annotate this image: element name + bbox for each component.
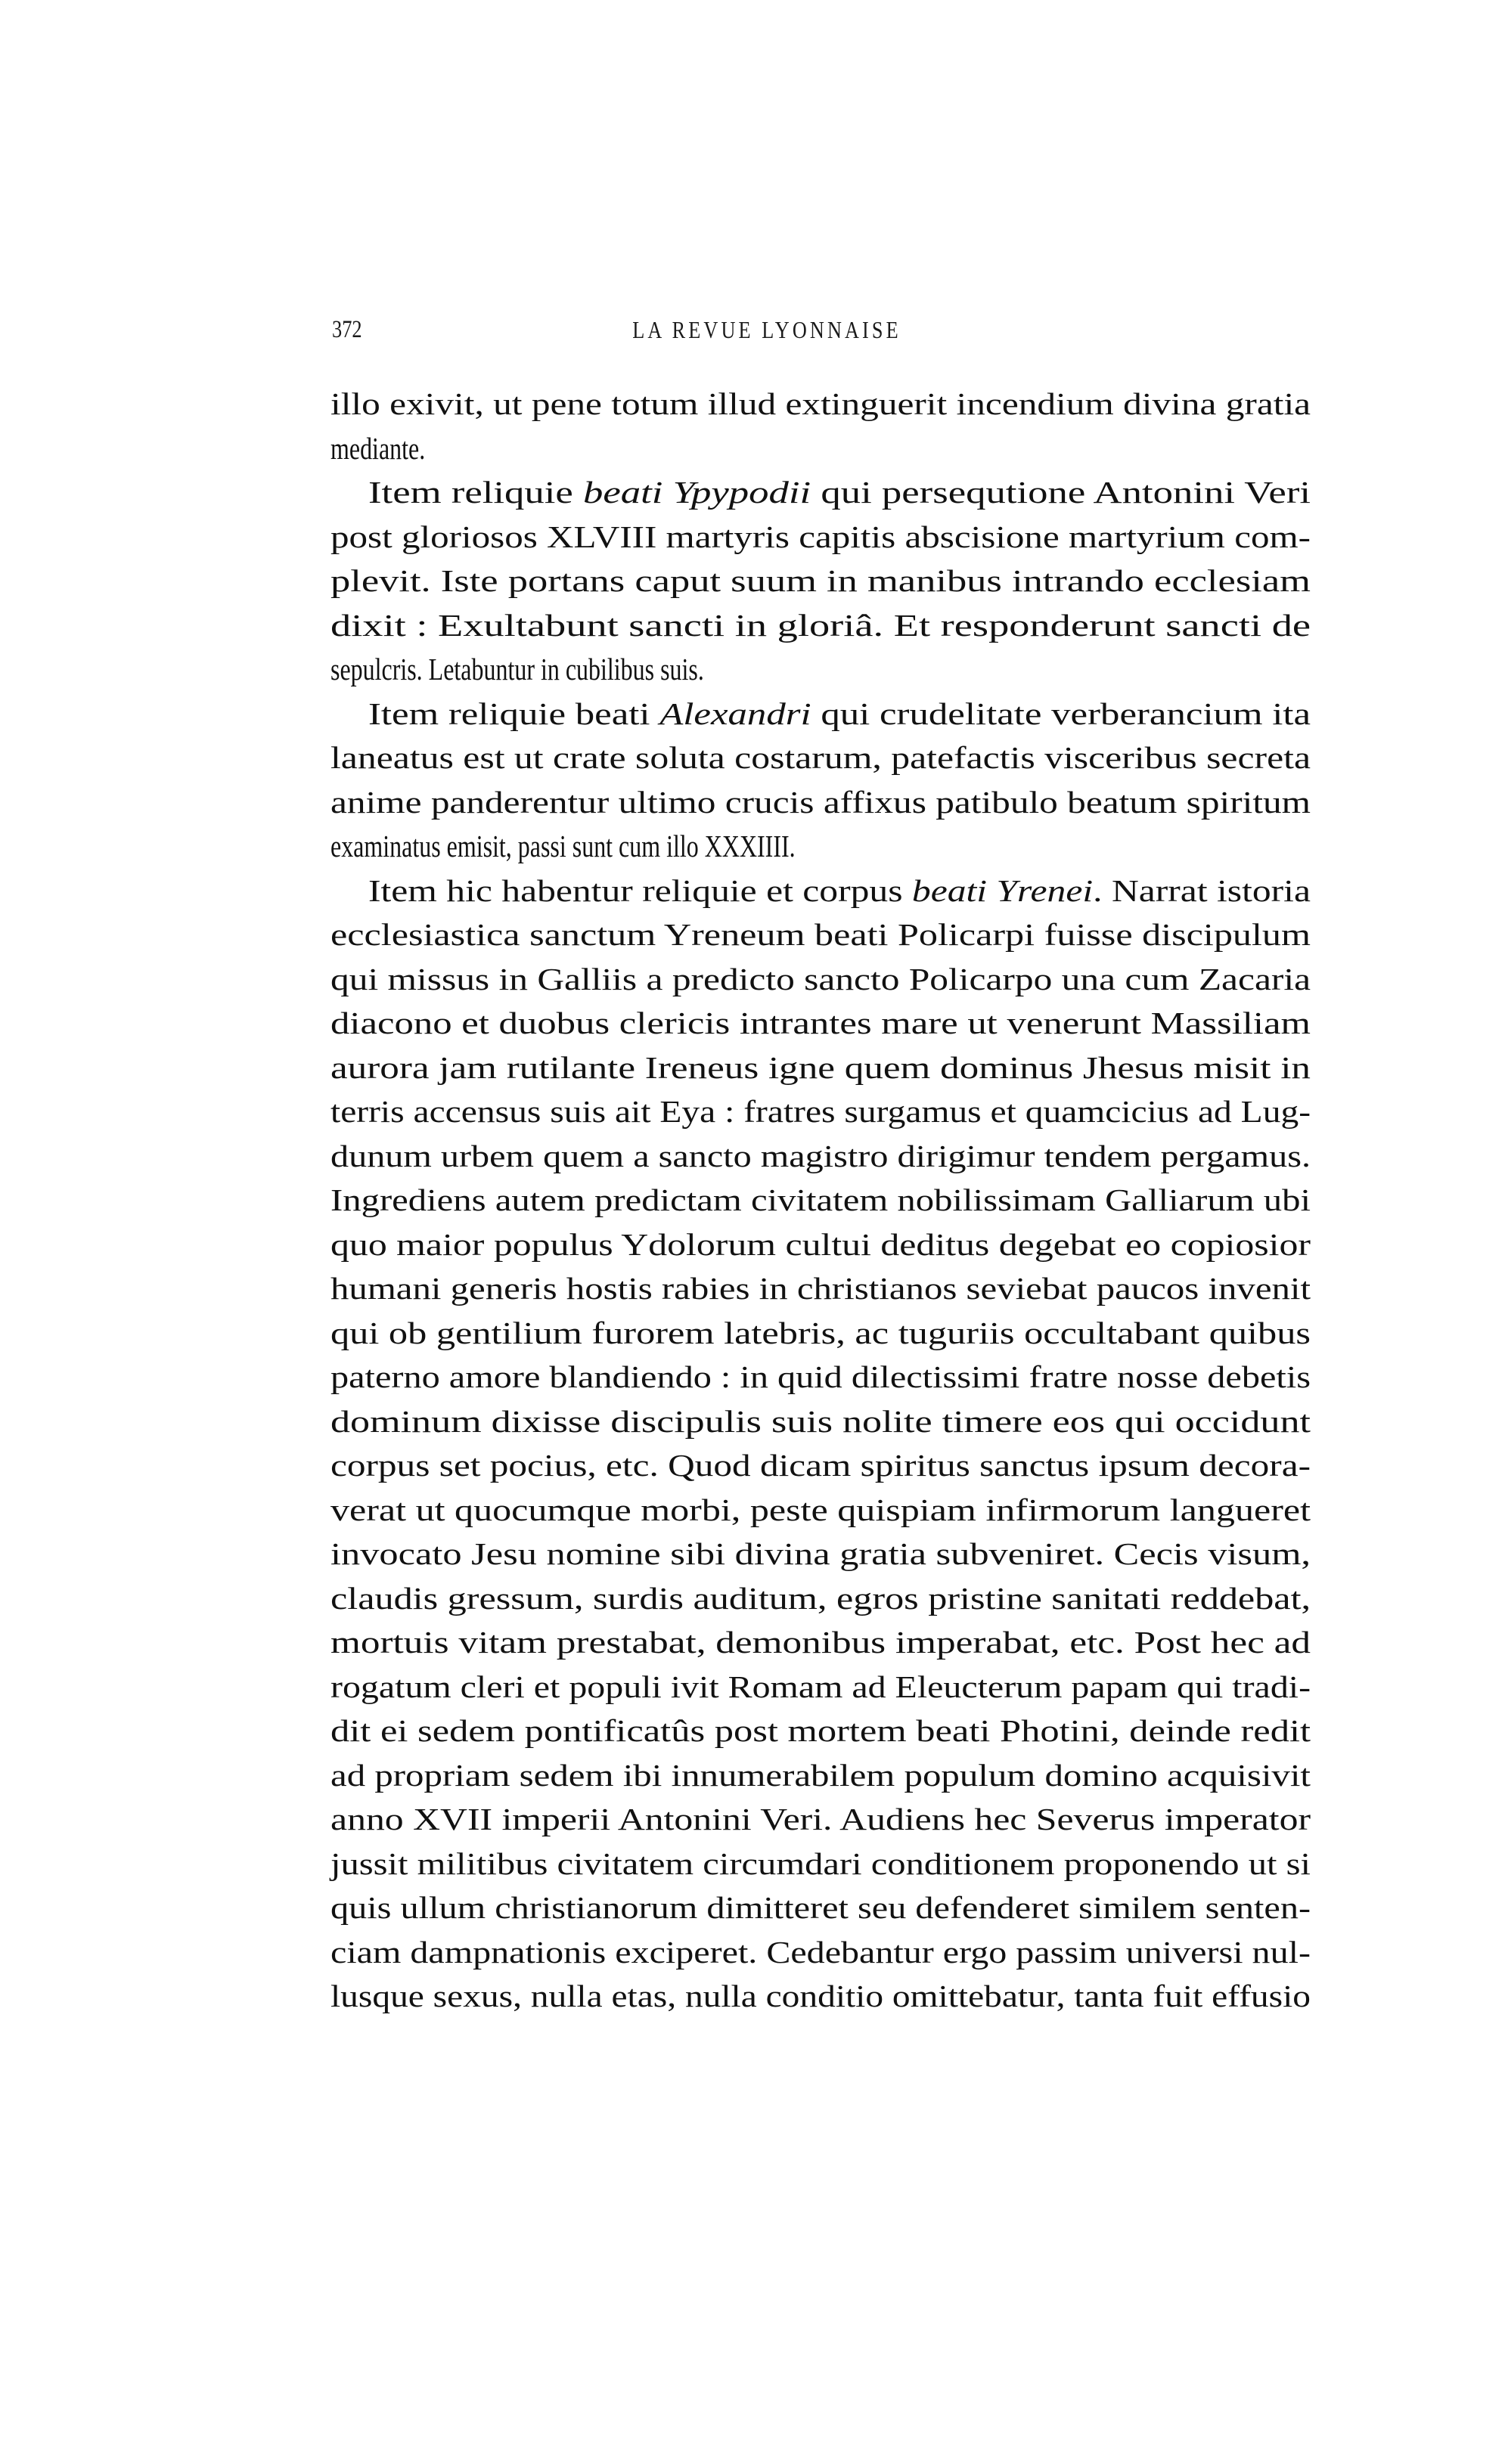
text-line-content: invocato Jesu nomine sibi divina gratia subveniret. Cecis visum, bbox=[330, 1536, 1311, 1571]
text-line bbox=[330, 1399, 1311, 1444]
text-line-content: qui ob gentilium furorem latebris, ac tuguriis occultabant quibus bbox=[330, 1315, 1311, 1350]
text-line-content: laneatus est ut crate soluta costarum, patefactis visceribus secreta bbox=[330, 740, 1311, 775]
text-line bbox=[330, 1443, 1311, 1488]
text-line bbox=[330, 1576, 1311, 1621]
italic-name: beati Yrenei bbox=[911, 872, 1094, 908]
text-line bbox=[330, 780, 1311, 825]
page-number: 372 bbox=[332, 316, 362, 343]
text-line-content: corpus set pocius, etc. Quod dicam spiritus sanctus ipsum decora- bbox=[330, 1448, 1311, 1483]
text-line-content: claudis gressum, surdis auditum, egros pristine sanitati reddebat, bbox=[330, 1580, 1311, 1616]
text-line bbox=[330, 1488, 1311, 1533]
text-line-content: jussit militibus civitatem circumdari conditionem proponendo ut si bbox=[330, 1846, 1311, 1881]
text-line-content: terris accensus suis ait Eya : fratres surgamus et quamcicius ad Lug- bbox=[330, 1094, 1311, 1129]
text-line bbox=[330, 470, 1311, 515]
text-line-content: humani generis hostis rabies in christianos seviebat paucos invenit bbox=[330, 1271, 1311, 1306]
text-line-content: qui missus in Galliis a predicto sancto Policarpo una cum Zacaria bbox=[330, 961, 1311, 996]
text-line-content: dixit : Exultabunt sancti in gloriâ. Et responderunt sancti de bbox=[330, 607, 1311, 643]
text-run: Item reliquie beati bbox=[368, 696, 660, 731]
text-line bbox=[330, 1753, 1311, 1798]
text-line-content: lusque sexus, nulla etas, nulla conditio omittebatur, tanta fuit effusio bbox=[330, 1979, 1311, 2013]
text-line-content: verat ut quocumque morbi, peste quispiam infirmorum langueret bbox=[330, 1492, 1311, 1527]
text-line-content: examinatus emisit, passi sunt cum illo XXXIIII. bbox=[330, 829, 796, 863]
text-line-content: dit ei sedem pontificatûs post mortem beati Photini, deinde redit bbox=[330, 1713, 1311, 1748]
text-line bbox=[330, 382, 1311, 426]
text-line bbox=[330, 1311, 1311, 1356]
text-line-content: plevit. Iste portans caput suum in manibus intrando ecclesiam bbox=[330, 563, 1311, 598]
text-run: qui persequtione Antonini Veri bbox=[811, 475, 1311, 510]
text-line-content: anime panderentur ultimo crucis affixus patibulo beatum spiritum bbox=[330, 784, 1311, 820]
text-line bbox=[330, 426, 1311, 471]
text-line bbox=[330, 957, 1311, 1002]
text-line bbox=[330, 692, 1311, 736]
italic-name: Alexandri bbox=[659, 696, 811, 731]
text-line-content: post gloriosos XLVIII martyris capitis abscisione martyrium com- bbox=[330, 519, 1311, 554]
text-line bbox=[330, 1886, 1311, 1930]
text-line-content: diacono et duobus clericis intrantes mare ut venerunt Massiliam bbox=[330, 1006, 1311, 1040]
text-line-content: dominum dixisse discipulis suis nolite timere eos qui occidunt bbox=[330, 1403, 1311, 1439]
text-line bbox=[330, 1089, 1311, 1134]
text-line bbox=[330, 1974, 1311, 2019]
text-line bbox=[330, 1665, 1311, 1709]
body-text bbox=[330, 382, 1311, 2019]
text-run: Item reliquie bbox=[368, 475, 583, 510]
text-line bbox=[330, 1532, 1311, 1576]
text-line bbox=[330, 1266, 1311, 1311]
text-line bbox=[330, 603, 1311, 648]
text-line-content: anno XVII imperii Antonini Veri. Audiens hec Severus imperator bbox=[330, 1802, 1311, 1836]
text-line bbox=[330, 824, 1311, 869]
text-line bbox=[330, 1355, 1311, 1399]
text-line bbox=[330, 1930, 1311, 1975]
text-line bbox=[330, 1842, 1311, 1886]
journal-title: LA REVUE LYONNAISE bbox=[632, 316, 901, 343]
text-line-content: Ingrediens autem predictam civitatem nobilissimam Galliarum ubi bbox=[330, 1182, 1311, 1217]
text-line-content bbox=[368, 869, 1311, 913]
text-line bbox=[330, 647, 1311, 692]
text-line-content: quo maior populus Ydolorum cultui deditus degebat eo copiosior bbox=[330, 1226, 1311, 1262]
text-line bbox=[330, 736, 1311, 780]
text-run: . Narrat istoria bbox=[1093, 872, 1311, 908]
text-line bbox=[330, 1046, 1311, 1090]
text-line-content: ad propriam sedem ibi innumerabilem populum domino acquisivit bbox=[330, 1757, 1311, 1793]
text-line bbox=[330, 559, 1311, 603]
text-line bbox=[330, 1709, 1311, 1753]
text-line-content: dunum urbem quem a sancto magistro dirigimur tendem pergamus. bbox=[330, 1138, 1311, 1173]
text-line bbox=[330, 1134, 1311, 1179]
text-line bbox=[330, 1797, 1311, 1842]
text-line-content: quis ullum christianorum dimitteret seu defenderet similem senten- bbox=[330, 1890, 1311, 1925]
text-run: qui crudelitate verberancium ita bbox=[811, 696, 1311, 731]
text-line-content: aurora jam rutilante Ireneus igne quem dominus Jhesus misit in bbox=[330, 1049, 1311, 1085]
text-line-content: illo exivit, ut pene totum illud extinguerit incendium divina gratia bbox=[330, 386, 1311, 421]
text-line-content: rogatum cleri et populi ivit Romam ad Eleucterum papam qui tradi- bbox=[330, 1669, 1311, 1704]
text-line-content bbox=[368, 692, 1311, 736]
text-line bbox=[330, 869, 1311, 913]
italic-name: beati Ypypodii bbox=[582, 475, 811, 510]
text-line-content: ciam dampnationis exciperet. Cedebantur ergo passim universi nul- bbox=[330, 1934, 1311, 1970]
text-line bbox=[330, 1178, 1311, 1223]
text-line bbox=[330, 1001, 1311, 1046]
text-line-content: sepulcris. Letabuntur in cubilibus suis. bbox=[330, 652, 704, 687]
text-run: Item hic habentur reliquie et corpus bbox=[368, 872, 912, 908]
text-line-content: mortuis vitam prestabat, demonibus imperabat, etc. Post hec ad bbox=[330, 1625, 1311, 1660]
text-line bbox=[330, 515, 1311, 559]
text-line-content: mediante. bbox=[330, 430, 426, 466]
running-head bbox=[330, 316, 1311, 346]
text-line-content: ecclesiastica sanctum Yreneum beati Policarpi fuisse discipulum bbox=[330, 917, 1311, 952]
text-line-content bbox=[368, 470, 1311, 515]
text-line bbox=[330, 1620, 1311, 1665]
text-line-content: paterno amore blandiendo : in quid dilectissimi fratre nosse debetis bbox=[330, 1359, 1311, 1394]
text-line bbox=[330, 913, 1311, 957]
text-line bbox=[330, 1223, 1311, 1267]
